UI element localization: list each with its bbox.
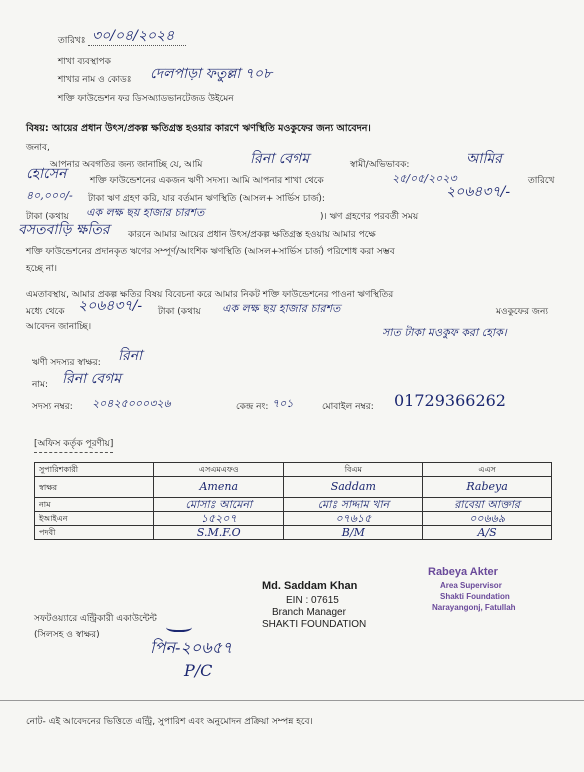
bm-stamp-title: Branch Manager [272,607,346,618]
p2-b: মধ্যে থেকে [26,307,65,317]
member-name-hw: রিনা বেগম [250,151,309,167]
smfo-ein [154,512,284,526]
bm-ein [284,512,423,526]
waive-amount-hw: ২০৬৪৩৭/- [78,298,143,314]
balance-words-hw: এক লক্ষ ছয় হাজার চারশত [86,206,205,219]
member-sign-label: ঋণী সদস্যর স্বাক্ষর: [32,358,101,368]
waive-words-2-hw: সাত টাকা মওকুফ করা হোক। [382,326,507,339]
row-label-signature: স্বাক্ষর [35,477,154,498]
row-label-name: নাম [35,498,154,512]
p1-a: আপনার অবগতির জন্য জানাচ্ছি যে, আমি [50,160,203,170]
as-designation-hw: A/S [477,525,497,539]
guardian-name-hw-2: হোসেন [26,166,67,182]
balance-amount-hw: ২০৬৪৩৭/- [446,184,511,200]
as-designation [423,526,552,540]
as-stamp-org: Shakti Foundation [440,592,510,601]
footer-note: নোট- এই আবেদনের ভিত্তিতে এন্ট্রি, সুপারিশ এবং অনুমোদন প্রক্রিয়া সম্পন্ন হবে। [26,717,313,727]
p1-f: টাকা (কথায় [26,212,69,222]
smfo-designation-hw: S.M.F.O [196,525,241,539]
bm-name-hw: মোঃ সাদ্দাম খান [317,497,390,511]
col-header-smfo: এসএমএফও [154,463,284,477]
center-label: কেন্দ্র নং: [236,402,269,412]
recommendation-table [34,462,552,540]
org-line: শক্তি ফাউন্ডেশন ফর ডিসঅ্যাডভানটেজড উইমেন [58,94,234,104]
smfo-signature [154,477,284,498]
p1-g: )। ঋণ গ্রহণের পরবর্তী সময় [320,212,419,222]
p1-i: শক্তি ফাউন্ডেশনের প্রদানকৃত ঋণের সম্পূর্ণ/আংশিক ঋণস্থিতি (আসল+সার্ভিস চার্জ) পরিশোধ করা সম্ভব [26,247,395,257]
date-value: ৩০/০৪/২০২৪ [92,28,175,44]
as-ein-hw: ০০৬৬৯ [469,511,505,525]
p2-c: টাকা (কথায় [158,307,201,317]
as-stamp-name: Rabeya Akter [428,566,498,578]
accountant-pin-hw: পিন-২০৬৫৭ [150,638,233,657]
member-sign-hw: রিনা [118,348,143,364]
reason-hw: বসতবাড়ি ক্ষতির [18,222,110,238]
p2-d: মওকুফের জন্য [496,307,548,317]
as-signature [423,477,552,498]
p2-e: আবেদন জানাচ্ছি। [26,322,92,332]
as-name [423,498,552,512]
smfo-signature-hw: Amena [199,480,238,493]
salutation: জনাব, [26,143,50,153]
member-no-value: ২০৪২৫০০০৩২৬ [92,397,171,410]
table-row [35,512,552,526]
p1-h: কারনে আমার আয়ের প্রধান উৎস/প্রকল্প ক্ষতিগ্রস্ত হওয়ায় আমার পক্ষে [128,230,376,240]
bm-signature-hw: Saddam [330,480,376,493]
footer-divider [0,700,584,701]
smfo-ein-hw: ১৫২০৭ [200,511,237,525]
waive-words-hw: এক লক্ষ ছয় হাজার চারশত [222,302,341,315]
loan-amount-hw: ৪০,০০০/- [26,189,73,202]
loan-date-hw: ২৫/০৫/২০২৩ [392,172,457,185]
bm-signature [284,477,423,498]
accountant-signature-scribble [166,620,192,632]
row-label-designation: পদবী [35,526,154,540]
bm-stamp-name: Md. Saddam Khan [262,580,358,592]
p1-b: স্বামী/অভিভাবক: [350,160,410,170]
p1-d: তারিখে [528,176,555,186]
table-row [35,477,552,498]
as-stamp-title: Area Supervisor [440,581,502,590]
member-name-value: রিনা বেগম [62,371,121,387]
table-row [35,463,552,477]
date-underline [88,45,186,46]
row-label-recommender: সুপারিশকারী [35,463,154,477]
branch-name-value: দেলপাড়া ফতুল্লা ৭০৮ [150,66,273,82]
bm-designation [284,526,423,540]
bm-stamp-org: SHAKTI FOUNDATION [262,619,367,630]
smfo-designation [154,526,284,540]
bm-ein-hw: ০৭৬১৫ [335,511,372,525]
as-signature-hw: Rabeya [466,480,508,493]
p1-c: শক্তি ফাউন্ডেশনের একজন ঋণী সদস্য। আমি আপনার শাখা থেকে [90,176,324,186]
member-no-label: সদস্য নম্বর: [32,402,73,412]
center-value: ৭০১ [272,397,294,410]
software-label-1: সফটওয়্যারে এন্ট্রিকারী একাউন্টেন্ট [34,614,157,624]
smfo-name [154,498,284,512]
bm-name [284,498,423,512]
row-label-ein: ইআইএন [35,512,154,526]
accountant-title-hw: P/C [184,661,213,680]
p2-a: এমতাবস্থায়, আমার প্রকল্প ক্ষতির বিষয় বিবেচনা করে আমার নিকট শক্তি ফাউন্ডেশনের পাওনা ঋণস্থিতির [26,290,394,300]
branch-name-label: শাখার নাম ও কোডঃ [58,75,132,85]
guardian-name-hw-1: আমির [466,151,502,167]
date-label: তারিখঃ [58,36,86,46]
smfo-name-hw: মোসাঃ আমেনা [185,497,253,511]
software-label-2: (সিলসহ ও স্বাক্ষর) [34,630,100,640]
p1-j: হচ্ছে না। [26,264,57,274]
mobile-label: মোবাইল নম্বর: [322,402,374,412]
as-name-hw: রাবেয়া আক্তার [454,497,520,511]
p1-e: টাকা ঋণ গ্রহণ করি, যার বর্তমান ঋণস্থিতি (আসল+ সার্ভিস চার্জ): [88,194,325,204]
mobile-value: 01729366262 [394,391,506,410]
as-stamp-place: Narayangonj, Fatullah [432,603,516,612]
office-bracket-title: [অফিস কর্তৃক পূরণীয়] [34,436,113,453]
table-row [35,498,552,512]
bm-stamp-ein: EIN : 07615 [286,595,339,606]
branch-manager-label: শাখা ব্যবস্থাপক [58,57,111,67]
member-name-label: নাম: [32,380,49,390]
subject-line: বিষয়: আয়ের প্রধান উৎস/প্রকল্প ক্ষতিগ্রস্ত হওয়ার কারণে ঋণস্থিতি মওকুফের জন্য আবেদন। [26,123,371,134]
as-ein [423,512,552,526]
table-row [35,526,552,540]
col-header-as: এএস [423,463,552,477]
bm-designation-hw: B/M [341,525,365,539]
col-header-bm: বিএম [284,463,423,477]
